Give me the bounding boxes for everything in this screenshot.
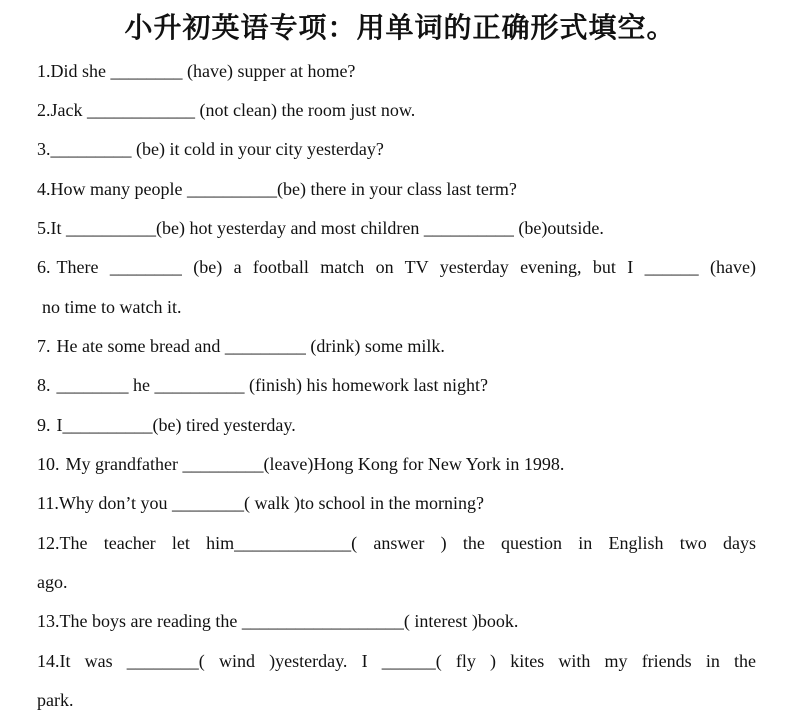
question-text: no time to watch it.	[42, 297, 182, 317]
question-text: It was ________( wind )yesterday. I ______( fly ) kites with my friends in the	[59, 651, 756, 671]
question-text: Jack ____________ (not clean) the room just now.	[50, 100, 416, 120]
question-10	[37, 453, 756, 475]
question-number: 3.	[37, 139, 51, 159]
question-text: The teacher let him_____________( answer ) the question in English two days	[59, 533, 756, 553]
question-6-continuation	[42, 296, 756, 318]
question-12	[37, 532, 756, 554]
question-text: My grandfather _________(leave)Hong Kong for New York in 1998.	[65, 454, 565, 474]
question-11	[37, 492, 756, 514]
question-9	[37, 414, 756, 436]
question-text: I__________(be) tired yesterday.	[56, 415, 296, 435]
question-number: 11.	[37, 493, 59, 513]
question-number: 13.	[37, 611, 60, 631]
question-14-continuation	[37, 689, 756, 711]
question-12-continuation	[37, 571, 756, 593]
question-text: There ________ (be) a football match on TV yesterday evening, but I ______ (have)	[56, 257, 756, 277]
question-13	[37, 610, 756, 632]
question-text: It __________(be) hot yesterday and most children __________ (be)outside.	[50, 218, 604, 238]
question-number: 2.	[37, 100, 51, 120]
question-text: ________ he __________ (finish) his homework last night?	[56, 375, 488, 395]
question-text: How many people __________(be) there in your class last term?	[50, 179, 517, 199]
question-number: 6.	[37, 257, 51, 277]
question-8	[37, 374, 756, 396]
question-number: 5.	[37, 218, 51, 238]
question-number: 14.	[37, 651, 60, 671]
question-number: 8.	[37, 375, 51, 395]
question-number: 12.	[37, 533, 60, 553]
question-text: park.	[37, 690, 74, 710]
question-text: The boys are reading the __________________( interest )book.	[59, 611, 519, 631]
question-number: 10.	[37, 454, 60, 474]
question-7	[37, 335, 756, 357]
question-number: 9.	[37, 415, 51, 435]
question-number: 4.	[37, 179, 51, 199]
question-number: 1.	[37, 61, 51, 81]
question-14	[37, 650, 756, 672]
question-number: 7.	[37, 336, 51, 356]
question-text: Did she ________ (have) supper at home?	[50, 61, 356, 81]
question-text: _________ (be) it cold in your city yesterday?	[50, 139, 384, 159]
question-text: He ate some bread and _________ (drink) some milk.	[56, 336, 445, 356]
question-2	[37, 99, 756, 121]
question-3	[37, 138, 756, 160]
question-1	[37, 60, 756, 82]
question-text: ago.	[37, 572, 68, 592]
page-title: 小升初英语专项：用单词的正确形式填空。	[124, 11, 676, 44]
question-4	[37, 178, 756, 200]
question-text: Why don’t you ________( walk )to school in the morning?	[58, 493, 484, 513]
question-5	[37, 217, 756, 239]
question-6	[37, 256, 756, 278]
